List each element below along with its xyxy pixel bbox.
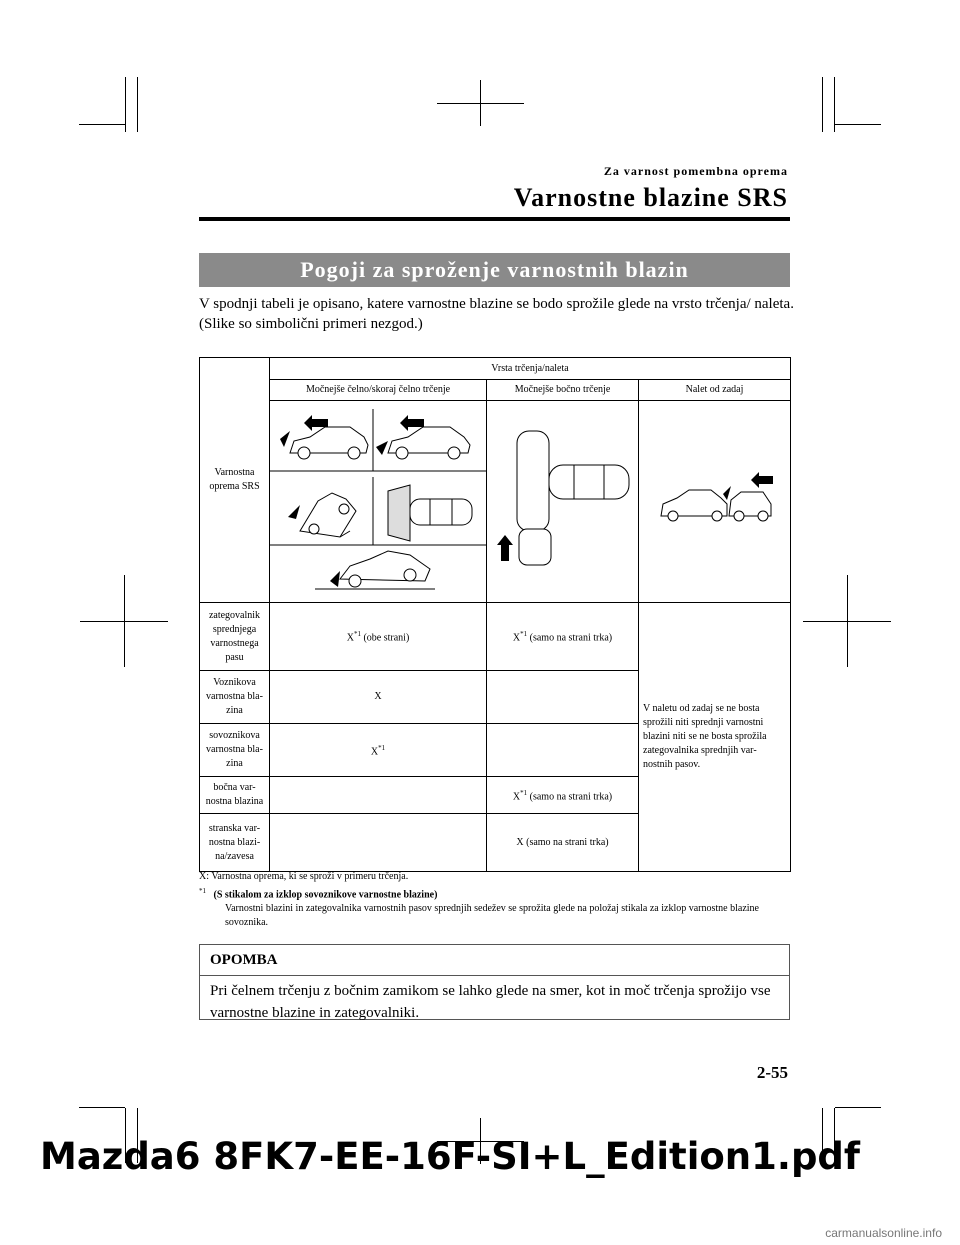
airbag-table <box>199 357 791 872</box>
note-title: OPOMBA <box>200 945 789 976</box>
rear-illustration-cell <box>639 401 791 603</box>
cell-side <box>487 671 639 724</box>
header-rule <box>199 217 790 221</box>
cell-side: $X^{*1}$ (samo na strani trka) <box>487 777 639 814</box>
cell-side: $X^{*1}$ (samo na strani trka) <box>487 603 639 671</box>
row-label: Voznikova varnostna bla-zina <box>200 671 270 724</box>
frontal-illustrations <box>270 401 487 603</box>
footnote-1-text: Varnostni blazini in zategovalnika varnostnih pasov sprednjih sedežev se sprožita glede na položaj stikala za izklop varnostne blazine sovoznika. <box>225 903 759 929</box>
row-label: bočna var-nostna blazina <box>200 777 270 814</box>
intro-line-1: V spodnji tabeli je opisano, katere varnostne blazine se bodo sprožile glede na vrsto trčenja/ naleta. <box>199 296 794 312</box>
watermark: carmanualsonline.info <box>825 1226 942 1240</box>
page-heading: Pogoji za sproženje varnostnih blazin <box>199 253 790 287</box>
group-header: Vrsta trčenja/naleta <box>270 358 791 380</box>
row-label: zategovalnik sprednjega varnostnega pasu <box>200 603 270 671</box>
cell-side: X (samo na strani trka) <box>487 814 639 872</box>
legend: X: Varnostna oprema, ki se sproži v primeru trčenja. <box>199 871 409 882</box>
cell-frontal <box>270 814 487 872</box>
row-label: stranska var-nostna blazi-na/zavesa <box>200 814 270 872</box>
cell-frontal <box>270 777 487 814</box>
section-header: Za varnost pomembna oprema <box>603 164 788 178</box>
cell-side <box>487 724 639 777</box>
col-header-rear: Nalet od zadaj <box>639 380 791 401</box>
row-label: sovoznikova varnostna bla-zina <box>200 724 270 777</box>
intro-line-2: (Slike so simbolični primeri nezgod.) <box>199 316 423 332</box>
cell-frontal: $X^{*1}$ (obe strani) <box>270 603 487 671</box>
side-crash-illustration <box>489 429 637 569</box>
rear-crash-illustration <box>641 464 789 534</box>
cell-frontal: $X^{*1}$ <box>270 724 487 777</box>
col-header-frontal: Močnejše čelno/skoraj čelno trčenje <box>270 380 487 401</box>
rear-note: V naletu od zadaj se ne bosta sprožili niti sprednji varnostni blazini niti se ne bosta sprožila zategovalnika sprednjih var-nostnih pasov. <box>639 603 791 872</box>
chapter-title: Varnostne blazine SRS <box>513 183 788 212</box>
cell-frontal: X <box>270 671 487 724</box>
intro-text <box>199 294 799 334</box>
col-header-side: Močnejše bočno trčenje <box>487 380 639 401</box>
note-text: Pri čelnem trčenju z bočnim zamikom se lahko glede na smer, kot in moč trčenja sprožijo vse varnostne blazine in zategovalniki. <box>210 983 771 1021</box>
side-illustration-cell <box>487 401 639 603</box>
page-number: 2-55 <box>756 1063 788 1082</box>
frontal-crash-illustration <box>270 401 486 597</box>
footnotes <box>199 870 799 930</box>
footnote-1: $^{*1}$ (S stikalom za izklop sovoznikove varnostne blazine) <box>199 887 438 901</box>
footer-filename: Mazda6 8FK7-EE-16F-SI+L_Edition1.pdf <box>40 1135 861 1178</box>
note-box <box>199 944 790 1020</box>
corner-label: Varnostna oprema SRS <box>200 358 270 603</box>
